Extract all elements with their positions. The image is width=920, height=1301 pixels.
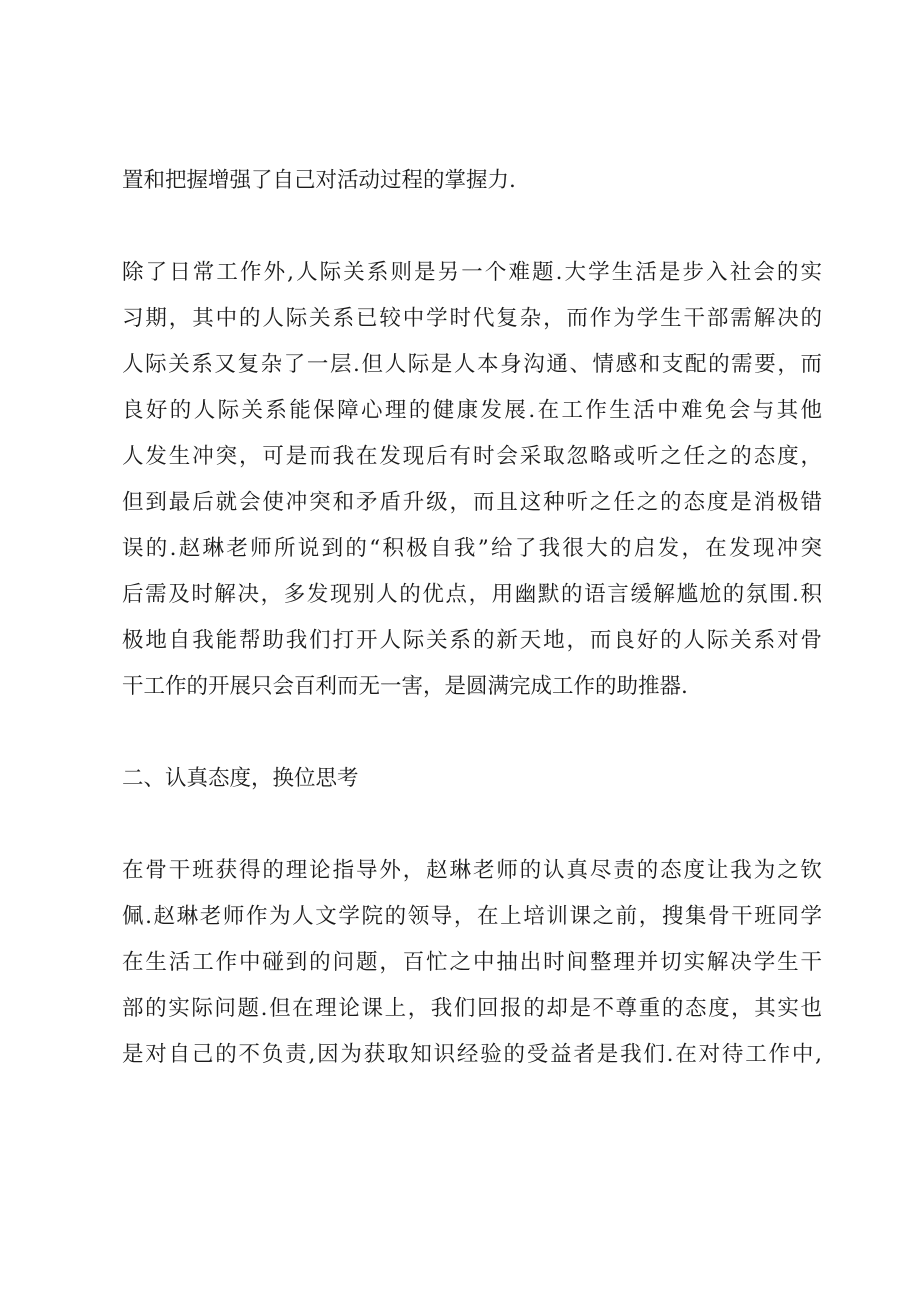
- section-heading: 二、认真态度，换位思考: [122, 766, 359, 791]
- paragraph-2-line-10: 干工作的开展只会百利而无一害，是圆满完成工作的助推器.: [122, 674, 688, 699]
- paragraph-2-line-9: 极地自我能帮助我们打开人际关系的新天地，而良好的人际关系对骨: [122, 628, 822, 653]
- paragraph-2-line-5: 人发生冲突，可是而我在发现后有时会采取忽略或听之任之的态度，: [122, 444, 822, 469]
- paragraph-2-line-3: 人际关系又复杂了一层.但人际是人本身沟通、情感和支配的需要，而: [122, 352, 822, 377]
- paragraph-3-line-2: 佩.赵琳老师作为人文学院的领导，在上培训课之前，搜集骨干班同学: [122, 904, 822, 929]
- paragraph-2-line-8: 后需及时解决，多发现别人的优点，用幽默的语言缓解尴尬的氛围.积: [122, 582, 822, 607]
- paragraph-2-line-2: 习期，其中的人际关系已较中学时代复杂，而作为学生干部需解决的: [122, 306, 822, 331]
- paragraph-2-line-7: 误的.赵琳老师所说到的“积极自我”给了我很大的启发，在发现冲突: [122, 536, 822, 561]
- paragraph-3-line-5: 是对自己的不负责,因为获取知识经验的受益者是我们.在对待工作中,: [122, 1042, 822, 1067]
- paragraph-3-line-1: 在骨干班获得的理论指导外，赵琳老师的认真尽责的态度让我为之钦: [122, 858, 822, 883]
- paragraph-2-line-6: 但到最后就会使冲突和矛盾升级，而且这种听之任之的态度是消极错: [122, 490, 822, 515]
- paragraph-2-line-1: 除了日常工作外,人际关系则是另一个难题.大学生活是步入社会的实: [122, 260, 822, 285]
- paragraph-2-line-4: 良好的人际关系能保障心理的健康发展.在工作生活中难免会与其他: [122, 398, 822, 423]
- paragraph-1-line-1: 置和把握增强了自己对活动过程的掌握力.: [122, 168, 516, 193]
- paragraph-3-line-4: 部的实际问题.但在理论课上，我们回报的却是不尊重的态度，其实也: [122, 996, 822, 1021]
- paragraph-3-line-3: 在生活工作中碰到的问题，百忙之中抽出时间整理并切实解决学生干: [122, 950, 822, 975]
